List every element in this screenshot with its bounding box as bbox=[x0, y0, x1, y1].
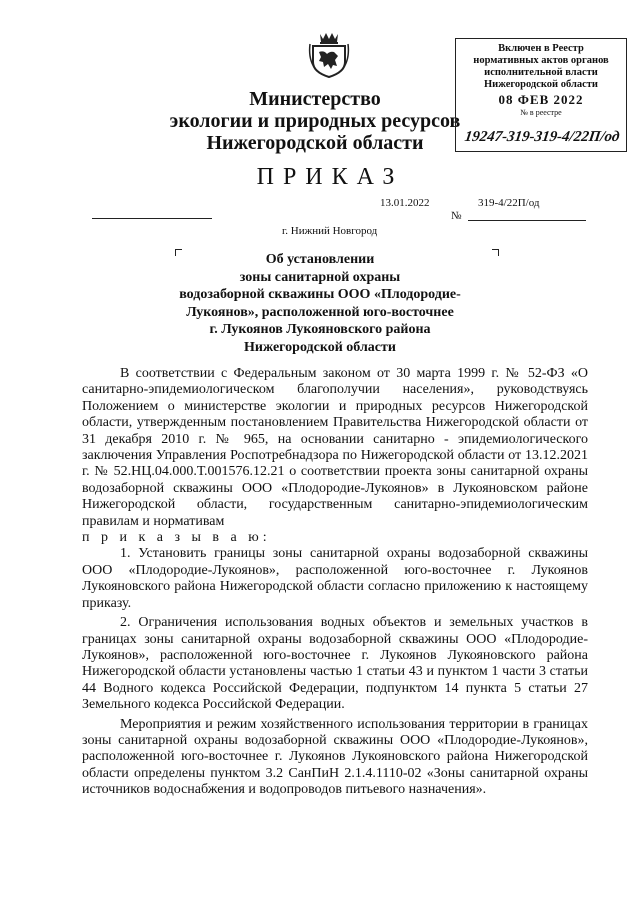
document-city: г. Нижний Новгород bbox=[282, 225, 378, 237]
title-line: Лукоянов», расположенной юго-восточнее bbox=[186, 304, 454, 320]
order-item-1: 1. Установить границы зоны санитарной охраны водозаборной скважины ООО «Плодородие-Лукоянов», расположенной юго-восточнее г. Лукоянов Лукояновского района Нижегородской области согласно приложению к настоящему приказу. bbox=[82, 546, 588, 611]
document-title bbox=[160, 251, 480, 356]
title-line: г. Лукоянов Лукояновского района bbox=[209, 322, 431, 337]
ministry-name bbox=[160, 88, 470, 154]
number-underline bbox=[468, 220, 586, 221]
orders-word: п р и к а з ы в а ю: bbox=[82, 530, 271, 546]
preamble-paragraph: В соответствии с Федеральным законом от 30 марта 1999 г. № 52-ФЗ «О санитарно-эпидемиологическом благополучии населения», руководствуясь Положением о министерстве экологии и природных ресурсов Нижегородской области, утвержденным постановлением Правительства Нижегородской области от 31 декабря 2010 г. № 965, на основании санитарно - эпидемиологического заключения Управления Роспотребнадзора по Нижегородской области от 13.12.2021 г. № 52.НЦ.04.000.Т.001576.12.21 о соответствии проекта зоны санитарной охраны водозаборной скважины ООО «Плодородие-Лукоянов» в Лукояновском районе Нижегородской области, государственным санитарно-эпидемиологическим правилам и нормативам bbox=[82, 366, 588, 529]
number-sign: № bbox=[451, 210, 462, 222]
ministry-line: Нижегородской области bbox=[206, 132, 424, 154]
title-line: зоны санитарной охраны bbox=[239, 269, 401, 285]
title-line: Об установлении bbox=[265, 252, 375, 267]
document-body bbox=[82, 366, 588, 799]
coat-of-arms-icon bbox=[308, 30, 350, 80]
stamp-line: исполнительной власти bbox=[484, 67, 598, 78]
title-corner-right bbox=[492, 249, 499, 256]
stamp-line: нормативных актов органов bbox=[473, 55, 609, 66]
date-underline bbox=[92, 218, 212, 219]
title-line: водозаборной скважины ООО «Плодородие- bbox=[179, 287, 461, 302]
registry-stamp bbox=[455, 38, 627, 152]
title-line: Нижегородской области bbox=[244, 339, 396, 355]
stamp-reg-number: 19247-319-319-4/22П/од bbox=[463, 129, 621, 145]
stamp-line: Нижегородской области bbox=[484, 79, 598, 90]
ministry-line: Министерство bbox=[249, 88, 381, 110]
stamp-date: 08 ФЕВ 2022 bbox=[498, 92, 584, 107]
order-item-3: Мероприятия и режим хозяйственного использования территории в границах зоны санитарной охраны водозаборной скважины ООО «Плодородие-Лукоянов», расположенной юго-восточнее г. Лукоянов Лукояновского района Нижегородской области определены пунктом 3.2 СанПиН 2.1.4.1110-02 «Зоны санитарной охраны источников водоснабжения и водопроводов питьевого назначения». bbox=[82, 716, 588, 798]
stamp-reg-label: № в реестре bbox=[520, 108, 562, 117]
stamp-line: Включен в Реестр bbox=[498, 43, 584, 54]
document-date: 13.01.2022 bbox=[380, 197, 430, 209]
ministry-line: экологии и природных ресурсов bbox=[169, 110, 461, 132]
order-item-2: 2. Ограничения использования водных объектов и земельных участков в границах зоны санитарной охраны водозаборной скважины ООО «Плодородие-Лукоянов», расположенной юго-восточнее г. Лукоянов Лукояновского района Нижегородской области установлены частью 1 статьи 43 и пунктом 1 части 3 статьи 44 Водного кодекса Российской Федерации, подпунктом 14 пункта 5 статьи 27 Земельного кодекса Российской Федерации. bbox=[82, 615, 588, 713]
document-number: 319-4/22П/од bbox=[478, 197, 540, 209]
document-type: ПРИКАЗ bbox=[256, 164, 404, 190]
